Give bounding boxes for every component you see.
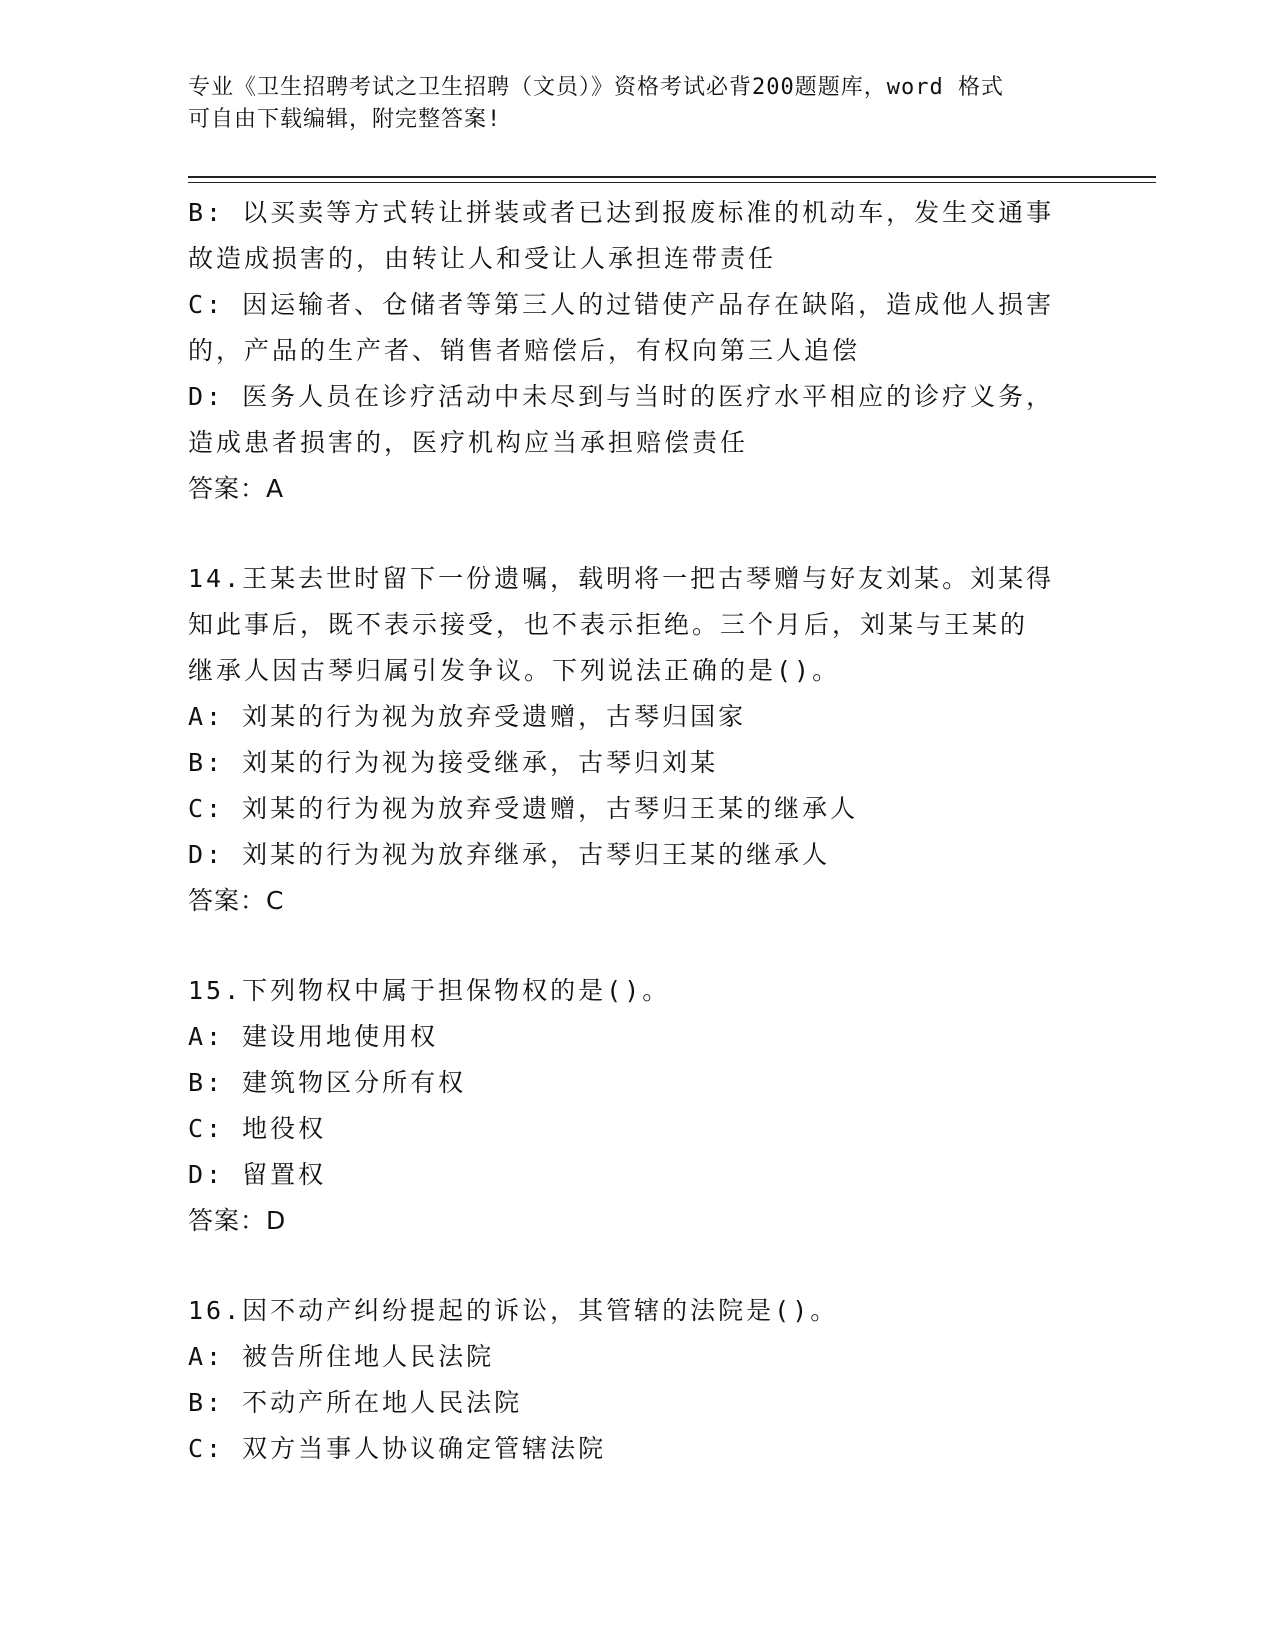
option-d: D: 留置权 [188,1160,327,1189]
option-d-line-1: D: 医务人员在诊疗活动中未尽到与当时的医疗水平相应的诊疗义务， [188,382,1055,411]
option-c-line-1: C: 因运输者、仓储者等第三人的过错使产品存在缺陷，造成他人损害 [188,290,1055,319]
document-header [188,72,1068,136]
option-a: A: 被告所住地人民法院 [188,1342,495,1371]
question-16 [188,1288,1088,1472]
question-stem-line-2: 知此事后，既不表示接受，也不表示拒绝。三个月后，刘某与王某的 [188,610,1029,639]
option-b-line-1: B: 以买卖等方式转让拼装或者已达到报废标准的机动车，发生交通事 [188,198,1055,227]
option-a: A: 建设用地使用权 [188,1022,439,1051]
answer: 答案：C [188,886,285,915]
question-13-tail [188,190,1088,512]
option-d: D: 刘某的行为视为放弃继承，古琴归王某的继承人 [188,840,831,869]
question-stem: 15.下列物权中属于担保物权的是()。 [188,976,671,1005]
answer: 答案：A [188,474,285,503]
option-d-line-2: 造成患者损害的，医疗机构应当承担赔偿责任 [188,428,749,457]
option-c: C: 地役权 [188,1114,327,1143]
question-15 [188,968,1088,1244]
answer: 答案：D [188,1206,287,1235]
option-b: B: 建筑物区分所有权 [188,1068,467,1097]
spacer [188,924,1088,968]
option-c: C: 双方当事人协议确定管辖法院 [188,1434,607,1463]
option-c-line-2: 的，产品的生产者、销售者赔偿后，有权向第三人追偿 [188,336,861,365]
option-c: C: 刘某的行为视为放弃受遗赠，古琴归王某的继承人 [188,794,859,823]
question-14 [188,556,1088,924]
option-b-line-2: 故造成损害的，由转让人和受让人承担连带责任 [188,244,777,273]
question-stem-line-3: 继承人因古琴归属引发争议。下列说法正确的是()。 [188,656,841,685]
header-divider [188,176,1156,178]
header-title-line-1: 专业《卫生招聘考试之卫生招聘（文员）》资格考试必背200题题库，word 格式 [188,75,1004,100]
spacer [188,1244,1088,1288]
header-title-line-2: 可自由下载编辑，附完整答案! [188,107,502,132]
option-b: B: 刘某的行为视为接受继承，古琴归刘某 [188,748,719,777]
question-list [188,190,1088,1472]
spacer [188,512,1088,556]
header-divider-thin [188,182,1156,183]
question-stem-line-1: 14.王某去世时留下一份遗嘱，载明将一把古琴赠与好友刘某。刘某得 [188,564,1055,593]
option-a: A: 刘某的行为视为放弃受遗赠，古琴归国家 [188,702,747,731]
option-b: B: 不动产所在地人民法院 [188,1388,523,1417]
question-stem: 16.因不动产纠纷提起的诉讼，其管辖的法院是()。 [188,1296,839,1325]
